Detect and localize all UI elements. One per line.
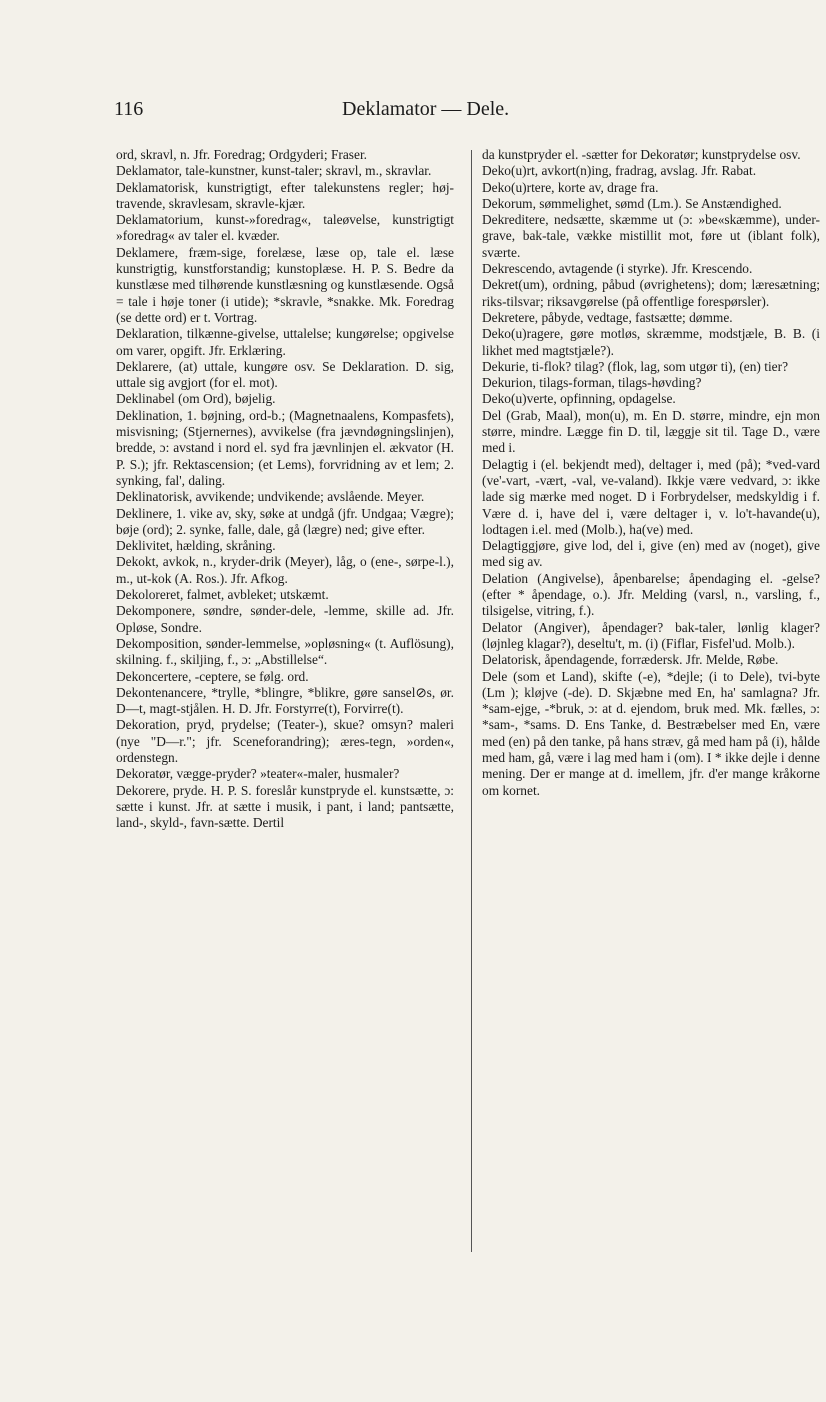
entry: Dekoratør, vægge-pryder? »teater«-maler, husmaler? <box>116 766 400 782</box>
page-number: 116 <box>114 98 144 120</box>
page-header <box>114 98 674 132</box>
entry: Dekoration, pryd, prydelse; (Teater-), skue? omsyn? maleri (nye "D—r."; jfr. Sceneforandring); æres-tegn, »orden«, ordenstegn. <box>116 717 454 765</box>
entry: Deklivitet, hælding, skråning. <box>116 538 276 554</box>
entry: ord, skravl, n. Jfr. Foredrag; Ordgyderi; Fraser. <box>116 147 368 162</box>
entry: Dekurion, tilags-forman, tilags-høvding? <box>482 375 702 391</box>
entry: Deklinatorisk, avvikende; undvikende; avslående. Meyer. <box>116 489 425 505</box>
entry: Dekomposition, sønder-lemmelse, »opløsning« (t. Auflösung), skilning. f., skiljing, f., ɔ: „Abstillelse“. <box>116 635 454 668</box>
left-column <box>116 147 454 831</box>
entry: Deko(u)ragere, gøre motløs, skræmme, modstjæle, B. B. (i likhet med magtstjæle?). <box>482 326 820 358</box>
entry: Dekorere, pryde. H. P. S. foreslår kunstpryde el. kunstsætte, ɔ: sætte i kunst. Jfr. at sætte i musik, i pant, i land; pantsætte, land-, skyld-, favn-sætte. Dertil <box>116 782 454 831</box>
entry: Dekontenancere, *trylle, *blingre, *blikre, gøre sansel⊘s, ør. D—t, magt-stjålen. H. D. Jfr. Forstyrre(t), Forvirre(t). <box>116 684 454 717</box>
entry: Delation (Angivelse), åpenbarelse; åpendaging el. -gelse? (efter * åpendage, o.). Jfr. Melding (varsl, n., varsling, f., tilsigelse, vitring, f.). <box>482 570 820 619</box>
column-divider <box>471 150 472 1252</box>
entry: Dekurie, ti-flok? tilag? (flok, lag, som utgør ti), (en) tier? <box>482 358 789 374</box>
entry: Deklarere, (at) uttale, kungøre osv. Se Deklaration. D. sig, uttale sig avgjort (for el. mot). <box>116 358 454 391</box>
entry: Deklamator, tale-kunstner, kunst-taler; skravl, m., skravlar. <box>116 163 432 179</box>
entry: Dekrescendo, avtagende (i styrke). Jfr. Krescendo. <box>482 261 753 277</box>
entry: Deklamatorium, kunst-»foredrag«, taleøvelse, kunstrigtigt »foredrag« av taler el. kvæder. <box>116 212 454 244</box>
right-column <box>482 147 820 799</box>
entry: Deko(u)verte, opfinning, opdagelse. <box>482 391 676 407</box>
entry: Delagtiggjøre, give lod, del i, give (en) med av (noget), give med sig av. <box>482 538 820 570</box>
entry: Dekoloreret, falmet, avbleket; utskæmt. <box>116 587 329 603</box>
entry: da kunstpryder el. -sætter for Dekoratør; kunstprydelse osv. <box>482 147 801 162</box>
entry: Deklinere, 1. vike av, sky, søke at undgå (jfr. Undgaa; Vægre); bøje (ord); 2. synke, falle, dale, gå (lægre) ned; give efter. <box>116 505 454 537</box>
entry: Deklamatorisk, kunstrigtigt, efter talekunstens regler; høj-travende, skravlesam, skravle-kjær. <box>116 179 454 211</box>
entry: Dekret(um), ordning, påbud (øvrighetens); dom; læresætning; riks-tilsvar; riksavgørelse (på offentlige forespørsler). <box>482 277 820 309</box>
entry: Deklamere, fræm-sige, forelæse, læse op, tale el. læse kunstrigtig, kunstforstandig; kunstoplæse. H. P. S. Bedre da kunstlæse med tilhørende kunstlæsning og kunstlæsende. Også = tale i høje toner (i utide); *skravle, *snakke. Mk. Foredrag (se dette ord) er t. Vortrag. <box>116 244 454 325</box>
entry: Deklaration, tilkænne-givelse, uttalelse; kungørelse; opgivelse om varer, opgift. Jfr. Erklæring. <box>116 326 454 358</box>
entry: Dekreditere, nedsætte, skæmme ut (ɔ: »be«skæmme), under-grave, bak-tale, vække mistillit mot, føre ut (iblant folk), sværte. <box>482 212 820 260</box>
entry: Delagtig i (el. bekjendt med), deltager i, med (på); *ved-vard (ve'-vart, -vært, -val, ve-valand). Ikkje være vedvard, ɔ: ikke lade sig mærke med noget. D i Forbrydelser, medskyldig i f. Være d. i, have del i, være deltager i, v. lo't-havande(u), lodtagen i.el. med (Molb.), ha(ve) med. <box>482 456 820 537</box>
entry: Deklination, 1. bøjning, ord-b.; (Magnetnaalens, Kompasfets), misvisning; (Stjernernes), avvikelse (fra jævndøgningslinjen), bredde, ɔ: avstand i nord el. syd fra jævnlinjen el. ækvator (H. P. S.); jfr. Rektascension; (et Lems), forvridning av et lem; 2. synking, fal', daling. <box>116 407 454 488</box>
entry: Dekomponere, søndre, sønder-dele, -lemme, skille ad. Jfr. Opløse, Sondre. <box>116 603 454 635</box>
entry: Del (Grab, Maal), mon(u), m. En D. større, mindre, ejn mon større, mindre. Lægge fin D. til, læggje sit til. Tage D., være med i. <box>482 407 820 456</box>
entry: Dekokt, avkok, n., kryder-drik (Meyer), låg, o (ene-, sørpe-l.), m., ut-kok (A. Ros.). Jfr. Afkog. <box>116 554 454 586</box>
entry: Deklinabel (om Ord), bøjelig. <box>116 391 276 407</box>
entry: Delatorisk, åpendagende, forrædersk. Jfr. Melde, Røbe. <box>482 652 779 668</box>
entry: Dekoncertere, -ceptere, se følg. ord. <box>116 668 309 684</box>
entry: Deko(u)rt, avkort(n)ing, fradrag, avslag. Jfr. Rabat. <box>482 163 757 179</box>
entry: Delator (Angiver), åpendager? bak-taler, lønlig klager? (løjnleg klagar?), deseltu't, m. (i) (Fiflar, Fisfel'ud. Molb.). <box>482 619 820 651</box>
entry: Dekretere, påbyde, vedtage, fastsætte; dømme. <box>482 309 733 325</box>
running-title: Deklamator — Dele. <box>342 98 510 120</box>
entry: Deko(u)rtere, korte av, drage fra. <box>482 179 659 195</box>
entry: Dekorum, sømmelighet, sømd (Lm.). Se Anstændighed. <box>482 195 782 211</box>
entry: Dele (som et Land), skifte (-e), *dejle; (i to Dele), tvi-byte (Lm ); kløjve (-de). D. Skjæbne med En, ha' samlagna? Jfr. *sam-ejge, -*bruk, ɔ: at d. ejendom, bruk med. Mk. fælles, ɔ: *sam-, *sams. D. Ens Tanke, d. Bestræbelser med En, være med (en) på den tanke, på hans stræv, gå med ham på (i), hålde med ham, gå, være i lag med ham i (om). I * ikke dejle i denne mening. Der er mange at d. imellem, jfr. d'er mange kråkorne om kornet. <box>482 668 820 798</box>
